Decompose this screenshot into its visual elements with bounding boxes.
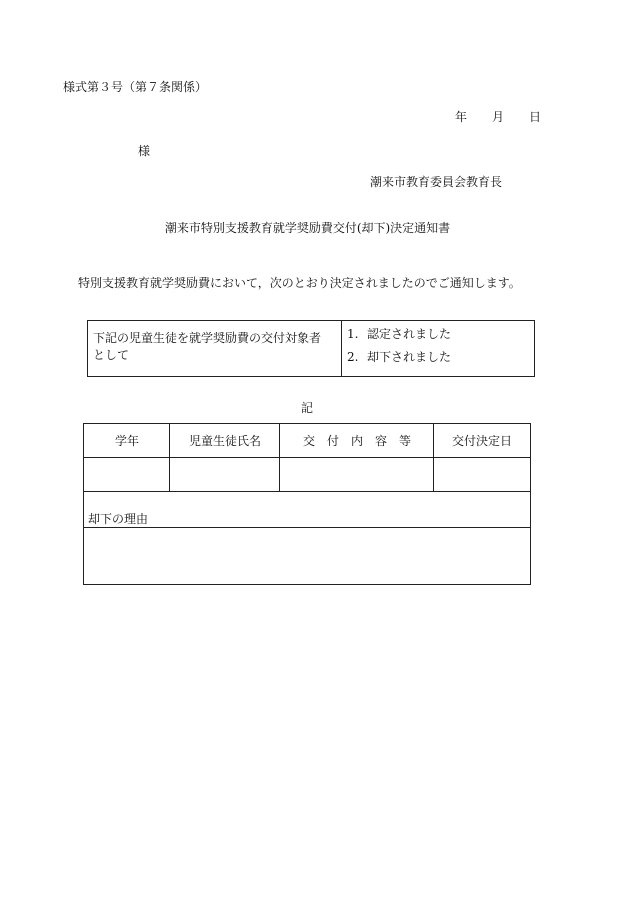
date-year-label: 年 [455,110,468,124]
header-decision-date: 交付決定日 [451,434,512,448]
form-number: 様式第３号（第７条関係） [63,80,208,94]
rejection-reason-label: 却下の理由 [88,512,149,526]
option-2-number: 2. [347,350,359,364]
decision-subject-line-2: として [93,348,130,362]
date-day-label: 日 [529,110,542,124]
cell-student-name-value [170,458,279,491]
cell-decision-date-value [434,458,530,491]
table-rule-row [84,491,530,492]
cell-grade-value [84,458,169,491]
date-month-label: 月 [492,110,505,124]
header-student-name: 児童生徒氏名 [188,434,261,448]
details-table [83,423,531,585]
body-text: 特別支援教育就学奨励費において，次のとおり決定されましたのでご通知します。 [78,276,521,290]
addressee-suffix: 様 [138,144,151,158]
header-grade: 学年 [114,434,139,448]
decision-subject-line-1: 下記の児童生徒を就学奨励費の交付対象者 [93,331,322,345]
decision-box-divider [341,321,342,376]
decision-box [87,320,535,377]
option-approved-label: 認定されました [367,327,452,341]
header-grant-details: 交 付 内 容 等 [302,434,411,448]
document-title: 潮来市特別支援教育就学奨励費交付(却下)決定通知書 [164,221,451,235]
rejection-reason-area [84,528,530,584]
cell-grant-details-value [280,458,433,491]
ki-heading: 記 [301,401,314,415]
option-rejected-label: 却下されました [367,350,452,364]
option-1-number: 1. [347,327,359,341]
sender-name: 潮来市教育委員会教育長 [370,175,503,189]
